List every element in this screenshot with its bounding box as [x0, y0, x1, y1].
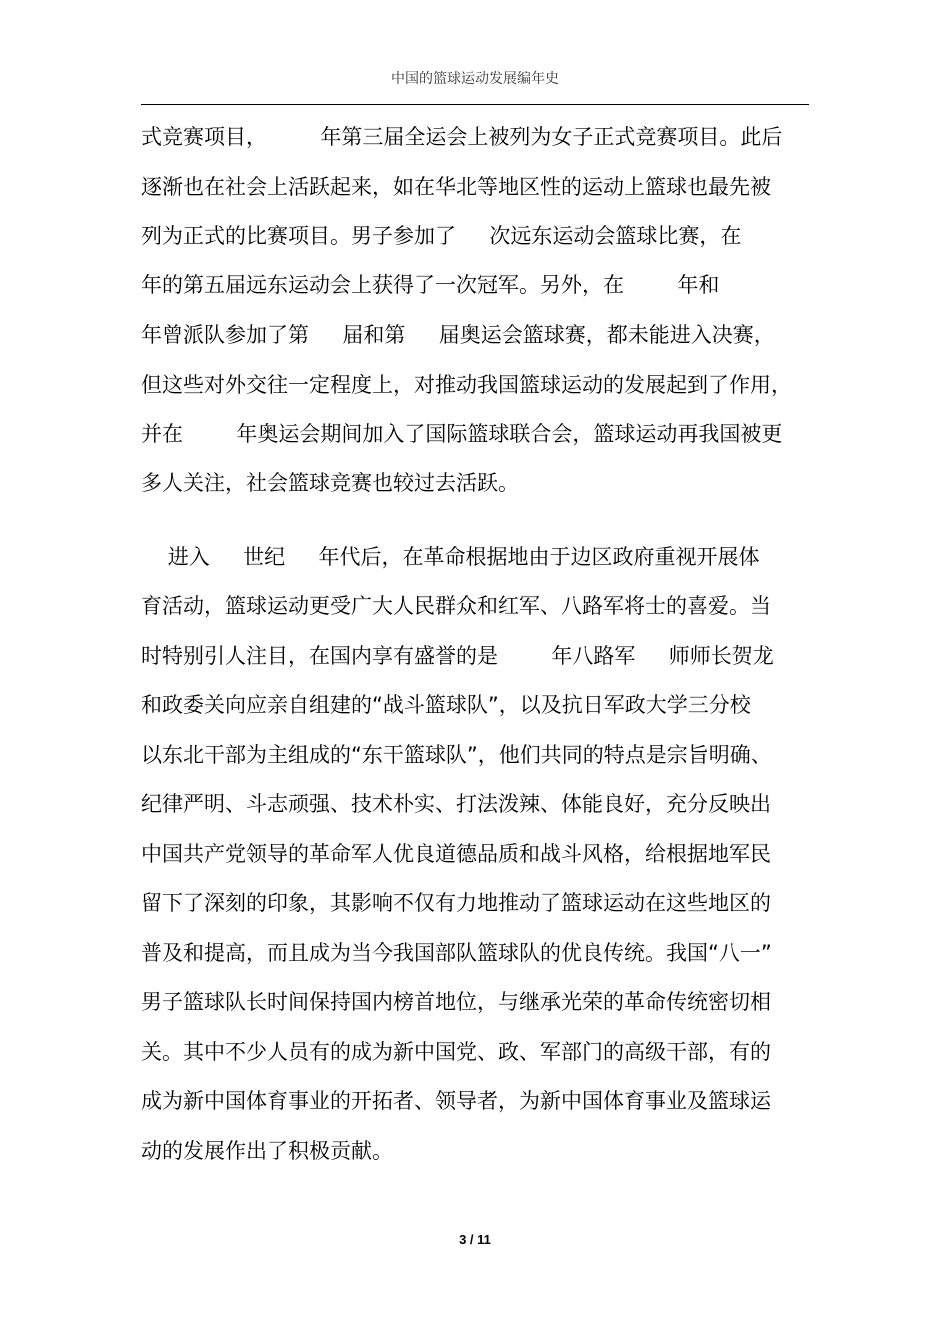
- paragraph-line: 关。其中不少人员有的成为新中国党、政、军部门的高级干部，有的: [141, 1040, 771, 1064]
- page-header-title: 中国的篮球运动发展编年史: [391, 71, 559, 87]
- header-divider: [141, 104, 809, 105]
- paragraph-line: 以东北干部为主组成的“东干篮球队”，他们共同的特点是宗旨明确、: [141, 743, 772, 767]
- paragraph-line: 年的第五届远东运动会上获得了一次冠军。另外，在 年和: [141, 273, 720, 297]
- paragraph-line: 和政委关向应亲自组建的“战斗篮球队”，以及抗日军政大学三分校: [141, 693, 751, 717]
- paragraph-line: 留下了深刻的印象，其影响不仅有力地推动了篮球运动在这些地区的: [141, 891, 771, 915]
- page-number: 3 / 11: [459, 1232, 491, 1247]
- paragraph-line: 中国共产党领导的革命军人优良道德品质和战斗风格，给根据地军民: [141, 842, 771, 866]
- paragraph-line: 时特别引人注目，在国内享有盛誉的是 年八路军 师师长贺龙: [141, 644, 774, 668]
- paragraph-line: 普及和提高，而且成为当今我国部队篮球队的优良传统。我国“八一”: [141, 941, 772, 965]
- paragraph-line: 并在 年奥运会期间加入了国际篮球联合会，篮球运动再我国被更: [141, 422, 783, 446]
- paragraph-line: 动的发展作出了积极贡献。: [141, 1139, 393, 1163]
- paragraph-line: 男子篮球队长时间保持国内榜首地位，与继承光荣的革命传统密切相: [141, 990, 771, 1014]
- paragraph-line: 年曾派队参加了第 届和第 届奥运会篮球赛，都未能进入决赛，: [141, 323, 775, 347]
- paragraph-line: 逐渐也在社会上活跃起来，如在华北等地区性的运动上篮球也最先被: [141, 175, 771, 199]
- paragraph-line: 但这些对外交往一定程度上，对推动我国篮球运动的发展起到了作用，: [141, 373, 792, 397]
- paragraph-line: 多人关注，社会篮球竞赛也较过去活跃。: [141, 471, 519, 495]
- paragraph-line: 纪律严明、斗志顽强、技术朴实、打法泼辣、体能良好，充分反映出: [141, 792, 771, 816]
- paragraph-line: 式竞赛项目， 年第三届全运会上被列为女子正式竞赛项目。此后: [141, 125, 783, 149]
- paragraph-line: 列为正式的比赛项目。男子参加了 次远东运动会篮球比赛，在: [141, 224, 742, 248]
- paragraph-line: 成为新中国体育事业的开拓者、领导者，为新中国体育事业及篮球运: [141, 1089, 771, 1113]
- paragraph-line: 进入 世纪 年代后，在革命根据地由于边区政府重视开展体: [141, 545, 760, 569]
- paragraph-line: 育活动，篮球运动更受广大人民群众和红军、八路军将士的喜爱。当: [141, 594, 771, 618]
